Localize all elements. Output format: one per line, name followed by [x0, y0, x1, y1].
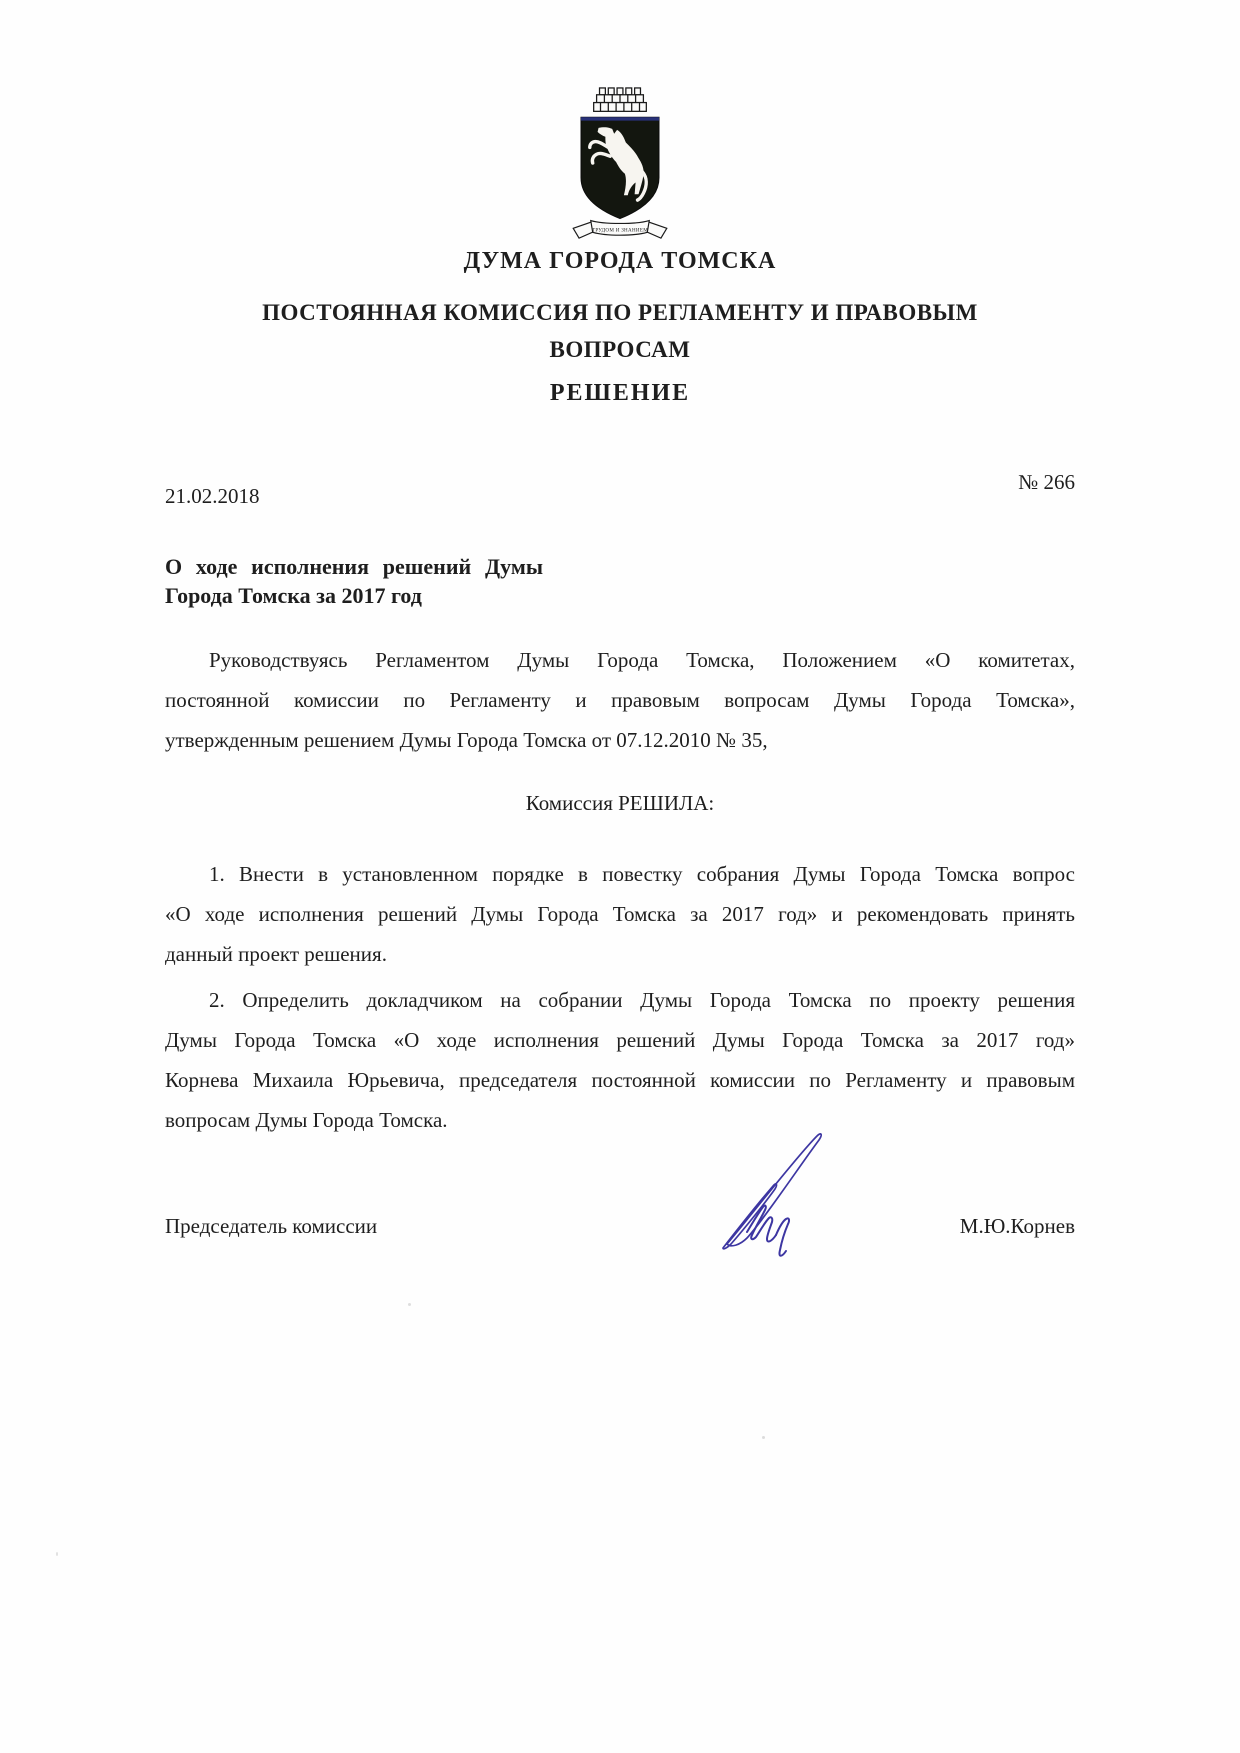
decision-item-line: 1. Внести в установленном порядке в повестку собрания Думы Города Томска вопрос: [209, 862, 1075, 886]
commission-name-line1: ПОСТОЯННАЯ КОМИССИЯ ПО РЕГЛАМЕНТУ И ПРАВОВЫМ: [262, 300, 978, 325]
doc-meta: [165, 470, 1075, 528]
preamble-paragraph: [165, 640, 1075, 760]
doc-date: 21.02.2018: [165, 484, 260, 508]
coat-of-arms-graphic: [558, 86, 682, 242]
decision-heading: Комиссия РЕШИЛА:: [525, 791, 715, 815]
decision-item-line: данный проект решения.: [165, 942, 387, 966]
ribbon-motto-text: ТРУДОМ И ЗНАНИЕМ: [591, 227, 649, 234]
decision-item-line: Корнева Михаила Юрьевича, председателя постоянной комиссии по Регламенту и правовым: [165, 1068, 1075, 1092]
signer-title: Председатель комиссии: [165, 1214, 378, 1238]
decision-item-2: [165, 980, 1075, 1140]
preamble-line: утвержденным решением Думы Города Томска от 07.12.2010 № 35,: [165, 728, 768, 752]
decision-item-line: Думы Города Томска «О ходе исполнения решений Думы Города Томска за 2017 год»: [165, 1028, 1075, 1052]
decision-item-line: вопросам Думы Города Томска.: [165, 1108, 448, 1132]
commission-name: [0, 294, 1240, 368]
doc-type-heading: РЕШЕНИЕ: [549, 380, 691, 406]
decision-item-1: [165, 854, 1075, 974]
signer-name: М.Ю.Корнев: [959, 1214, 1075, 1238]
scan-speck: [408, 1303, 411, 1306]
tomsk-coat-of-arms: [558, 86, 682, 242]
doc-subject: [165, 552, 1075, 610]
preamble-line: постоянной комиссии по Регламенту и правовым вопросам Думы Города Томска»,: [165, 688, 1075, 712]
mural-crown-icon: [594, 88, 647, 111]
doc-number: № 266: [1018, 470, 1075, 494]
scan-speck: [56, 1552, 58, 1556]
commission-name-line2: ВОПРОСАМ: [549, 337, 691, 362]
doc-subject-line: О ходе исполнения решений Думы: [165, 554, 543, 579]
doc-subject-line: Города Томска за 2017 год: [165, 583, 422, 608]
preamble-line: Руководствуясь Регламентом Думы Города Томска, Положением «О комитетах,: [209, 648, 1075, 672]
signature-block: [165, 1208, 1075, 1388]
decision-item-line: 2. Определить докладчиком на собрании Думы Города Томска по проекту решения: [209, 988, 1075, 1012]
decision-item-line: «О ходе исполнения решений Думы Города Томска за 2017 год» и рекомендовать принять: [165, 902, 1075, 926]
handwritten-signature-ink: [713, 1126, 833, 1266]
scan-speck: [762, 1436, 765, 1439]
organization-name: ДУМА ГОРОДА ТОМСКА: [463, 248, 777, 274]
